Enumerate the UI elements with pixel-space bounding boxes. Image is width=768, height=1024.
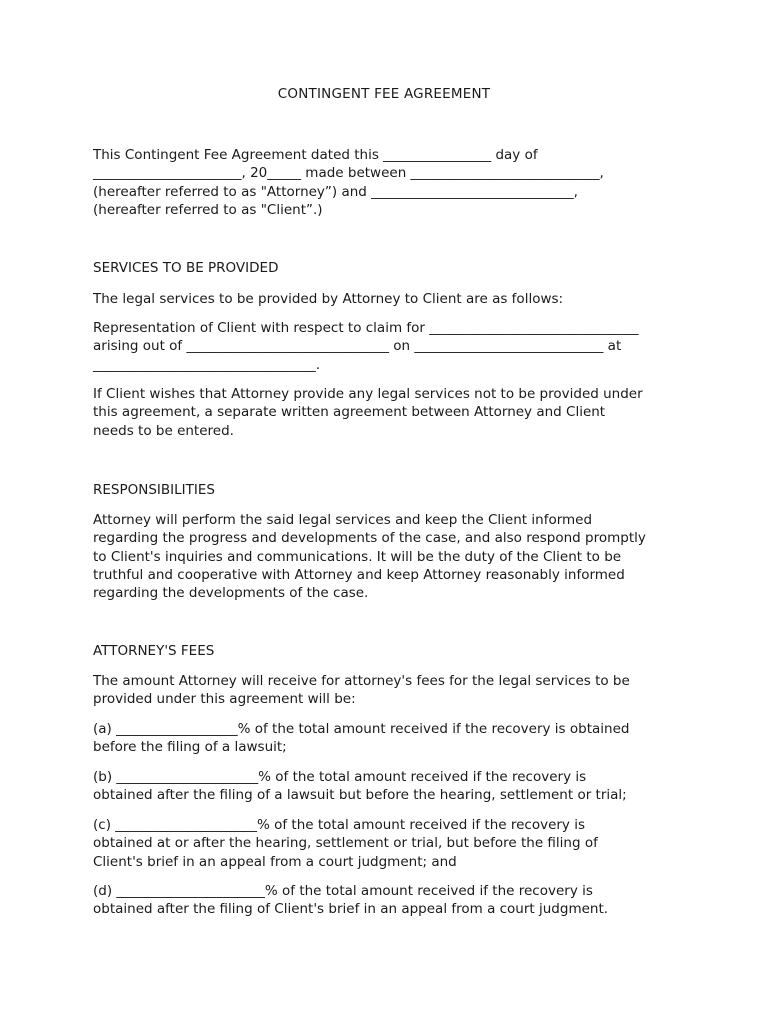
- intro-line: This Contingent Fee Agreement dated this ________________ day of: [93, 147, 538, 163]
- fee-item-b: [93, 768, 693, 805]
- services-paragraph-1: [93, 290, 693, 308]
- fee-item-line: obtained after the filing of Client's brief in an appeal from a court judgment.: [93, 901, 609, 918]
- responsibilities-heading: RESPONSIBILITIES: [93, 482, 215, 498]
- fee-item-line: (a) __________________% of the total amount received if the recovery is obtained: [93, 721, 630, 737]
- services-heading: SERVICES TO BE PROVIDED: [93, 260, 279, 276]
- paragraph-line: this agreement, a separate written agreement between Attorney and Client: [93, 404, 606, 421]
- paragraph-line: The amount Attorney will receive for attorney's fees for the legal services to be: [93, 673, 630, 689]
- paragraph-line: needs to be entered.: [93, 422, 234, 439]
- fee-item-line: before the filing of a lawsuit;: [93, 739, 287, 756]
- fee-item-c: [93, 816, 693, 871]
- intro-line: ______________________, 20_____ made between ____________________________,: [93, 165, 604, 182]
- paragraph-line: The legal services to be provided by Attorney to Client are as follows:: [93, 291, 564, 307]
- services-paragraph-2: [93, 319, 693, 374]
- fee-item-line: Client's brief in an appeal from a court judgment; and: [93, 853, 457, 870]
- fee-item-line: (c) _____________________% of the total amount received if the recovery is: [93, 817, 585, 833]
- fee-item-line: obtained after the filing of a lawsuit but before the hearing, settlement or trial;: [93, 787, 627, 804]
- fee-item-line: (d) ______________________% of the total amount received if the recovery is: [93, 883, 593, 899]
- fee-item-line: obtained at or after the hearing, settlement or trial, but before the filing of: [93, 835, 598, 852]
- paragraph-line: Representation of Client with respect to claim for _______________________________: [93, 320, 639, 336]
- fees-heading: ATTORNEY'S FEES: [93, 643, 215, 659]
- fee-item-line: (b) _____________________% of the total amount received if the recovery is: [93, 769, 587, 785]
- paragraph-line: _________________________________.: [93, 356, 321, 373]
- paragraph-line: regarding the developments of the case.: [93, 585, 369, 602]
- document-title: CONTINGENT FEE AGREEMENT: [277, 86, 491, 102]
- intro-line: (hereafter referred to as "Client”.): [93, 201, 323, 218]
- services-paragraph-3: [93, 385, 693, 440]
- intro-line: (hereafter referred to as "Attorney”) and ______________________________,: [93, 183, 578, 200]
- paragraph-line: If Client wishes that Attorney provide any legal services not to be provided under: [93, 386, 643, 402]
- paragraph-line: to Client's inquiries and communications. It will be the duty of the Client to be: [93, 548, 622, 565]
- paragraph-line: truthful and cooperative with Attorney and keep Attorney reasonably informed: [93, 566, 625, 583]
- fees-paragraph: [93, 672, 693, 709]
- fee-item-a: [93, 720, 693, 757]
- paragraph-line: regarding the progress and developments of the case, and also respond promptly: [93, 530, 646, 547]
- responsibilities-paragraph: [93, 511, 693, 602]
- fee-item-d: [93, 882, 693, 919]
- paragraph-line: provided under this agreement will be:: [93, 691, 356, 708]
- paragraph-line: Attorney will perform the said legal services and keep the Client informed: [93, 512, 593, 528]
- paragraph-line: arising out of ______________________________ on ____________________________ at: [93, 338, 622, 355]
- intro-paragraph: [93, 146, 693, 219]
